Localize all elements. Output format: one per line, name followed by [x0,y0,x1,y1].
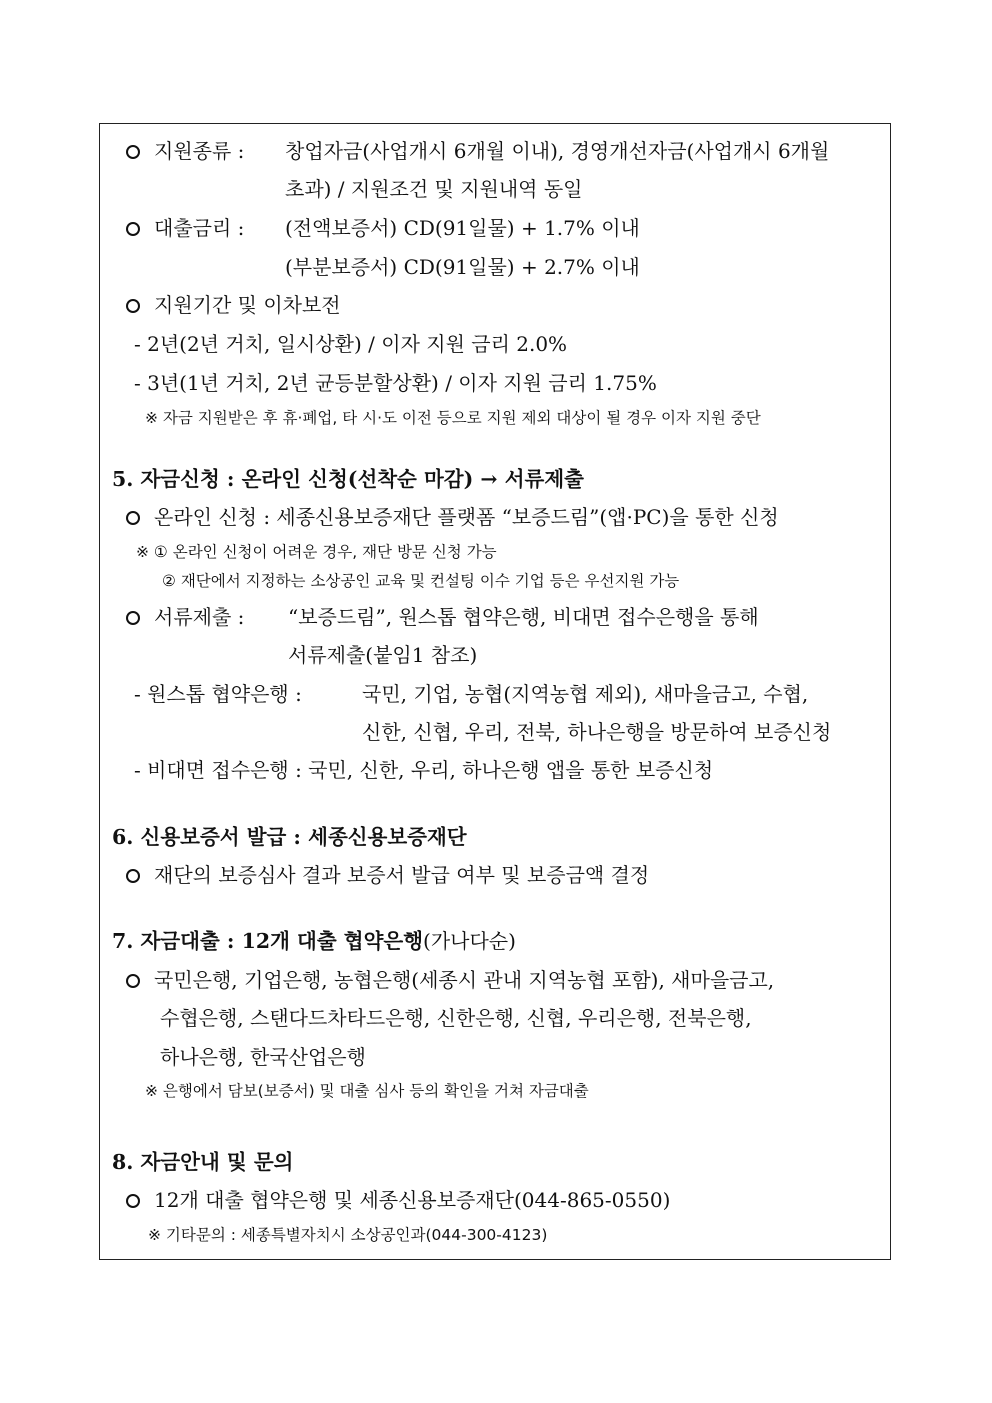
section7-line1: 국민은행, 기업은행, 농협은행(세종시 관내 지역농협 포함), 새마을금고, [154,968,775,992]
support-type-line2: 초과) / 지원조건 및 지원내역 동일 [285,177,583,201]
support-period-title: 지원기간 및 이차보전 [154,293,341,317]
loan-rate-line2: (부분보증서) CD(91일물) + 2.7% 이내 [285,255,640,279]
online-note-1: ※ ① 온라인 신청이 어려운 경우, 재단 방문 신청 가능 [136,543,497,561]
section8-title: 8. 자금안내 및 문의 [112,1150,294,1174]
section7-line3: 하나은행, 한국산업은행 [160,1045,366,1069]
onestop-label: - 원스톱 협약은행 : [134,682,302,706]
circle-bullet-icon [126,299,140,313]
circle-bullet-icon [126,222,140,236]
section7-item-row [126,967,774,993]
docs-line1: “보증드림”, 원스톱 협약은행, 비대면 접수은행을 통해 [288,605,759,629]
circle-bullet-icon [126,1194,140,1208]
onestop-line2: 신한, 신협, 우리, 전북, 하나은행을 방문하여 보증신청 [362,720,832,744]
circle-bullet-icon [126,974,140,988]
support-type-label: 지원종류 : [154,139,245,163]
section5-title: 5. 자금신청 : 온라인 신청(선착순 마감) → 서류제출 [112,467,584,491]
online-note-2: ② 재단에서 지정하는 소상공인 교육 및 컨설팅 이수 기업 등은 우선지원 가능 [162,572,680,590]
remote-bank: - 비대면 접수은행 : 국민, 신한, 우리, 하나은행 앱을 통한 보증신청 [134,758,714,782]
support-note: ※ 자금 지원받은 후 휴·폐업, 타 시·도 이전 등으로 지원 제외 대상이 될 경우 이자 지원 중단 [145,409,761,427]
section8-item-row [126,1187,670,1213]
loan-rate-label: 대출금리 : [154,216,245,240]
support-type-row [126,138,244,164]
docs-line2: 서류제출(붙임1 참조) [288,643,478,667]
section6-item: 재단의 보증심사 결과 보증서 발급 여부 및 보증금액 결정 [154,863,650,887]
onestop-line1: 국민, 기업, 농협(지역농협 제외), 새마을금고, 수협, [362,682,809,706]
support-period-row [126,292,341,318]
circle-bullet-icon [126,145,140,159]
section8-item: 12개 대출 협약은행 및 세종신용보증재단(044-865-0550) [154,1188,671,1212]
loan-rate-row [126,215,244,241]
section7-note: ※ 은행에서 담보(보증서) 및 대출 심사 등의 확인을 거쳐 자금대출 [145,1082,589,1100]
online-apply-text: 온라인 신청 : 세종신용보증재단 플랫폼 “보증드림”(앱·PC)을 통한 신청 [154,505,779,529]
section7-line2: 수협은행, 스탠다드차타드은행, 신한은행, 신협, 우리은행, 전북은행, [160,1006,752,1030]
period-3y: - 3년(1년 거치, 2년 균등분할상환) / 이자 지원 금리 1.75% [134,371,657,395]
period-2y: - 2년(2년 거치, 일시상환) / 이자 지원 금리 2.0% [134,332,568,356]
circle-bullet-icon [126,511,140,525]
section7-title-rest: (가나다순) [423,929,516,953]
docs-label: 서류제출 : [154,605,245,629]
section7-title-bold: 7. 자금대출 : 12개 대출 협약은행 [112,929,424,953]
section6-title: 6. 신용보증서 발급 : 세종신용보증재단 [112,825,467,849]
support-type-line1: 창업자금(사업개시 6개월 이내), 경영개선자금(사업개시 6개월 [285,139,830,163]
circle-bullet-icon [126,611,140,625]
circle-bullet-icon [126,869,140,883]
section8-note: ※ 기타문의 : 세종특별자치시 소상공인과(044-300-4123) [148,1226,548,1244]
loan-rate-line1: (전액보증서) CD(91일물) + 1.7% 이내 [285,216,640,240]
section7-title [112,928,516,954]
docs-row [126,604,244,630]
online-apply-row [126,504,779,530]
section6-item-row [126,862,649,888]
